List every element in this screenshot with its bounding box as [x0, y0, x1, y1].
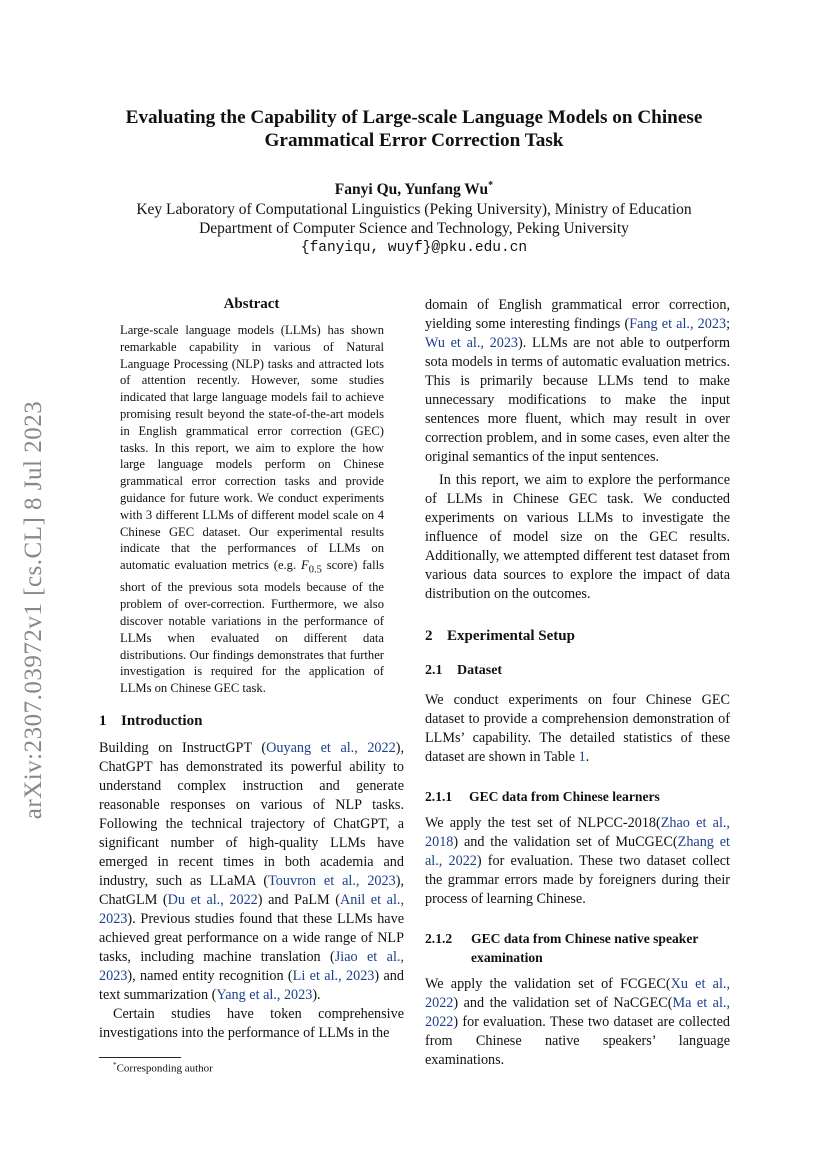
author-block	[0, 176, 828, 258]
abstract-text: Large-scale language models (LLMs) has shown remarkable capability in various of Natural Language Processing (NLP) tasks and attracted lots of attention recently. However, some studies indicated that large language models fail to achieve promising result beyond the state-of-the-art models in English grammatical error correction (GEC) tasks. In this report, we aim to explore the how large language models perform on Chinese grammatical error correction tasks and provide guidance for future work. We conduct experiments with 3 different LLMs of different model scale on 4 Chinese GEC dataset. Our experimental results indicate that the performances of LLMs on automatic evaluation metrics (e.g. $F_{0.5}$ score) falls short of the previous sota models because of the problem of over-correction. Furthermore, we also discover notable variations in the performance of LLMs when evaluated on different data distributions. Our findings demonstrates that further investigation is required for the application of LLMs on Chinese GEC task.	[120, 323, 384, 696]
author-footnote-mark: *	[488, 180, 494, 191]
table-reference-link[interactable]: 1	[578, 749, 586, 765]
footnote-divider	[99, 1057, 181, 1058]
metric-subscript: 0.5	[308, 564, 322, 576]
citation-link[interactable]: Wu et al., 2023	[425, 335, 519, 351]
title-line-1: Evaluating the Capability of Large-scale Language Models on Chinese	[125, 107, 703, 128]
left-column	[99, 296, 404, 1043]
citation-link[interactable]: Jiao et al., 2023	[99, 949, 404, 985]
footnote	[113, 1061, 213, 1075]
intro-paragraph-1: Building on InstructGPT (Ouyang et al., 2022), ChatGPT has demonstrated its powerful ability to understand complex instruction and generate reasonable responses on various of NLP tasks. Following the technical trajectory of ChatGPT, a significant number of high-quality LLMs have emerged in recent times in both academia and industry, such as LLaMA (Touvron et al., 2023), ChatGLM (Du et al., 2022) and PaLM (Anil et al., 2023). Previous studies found that these LLMs have achieved great performance on a wide range of NLP tasks, including machine translation (Jiao et al., 2023), named entity recognition (Li et al., 2023) and text summarization (Yang et al., 2023).	[99, 740, 404, 1004]
section-heading-experimental-setup: 2 Experimental Setup	[425, 628, 575, 644]
arxiv-stamp	[4, 380, 64, 840]
citation-link[interactable]: Fang et al., 2023	[629, 316, 727, 332]
right-column	[425, 296, 730, 1070]
citation-link[interactable]: Zhang et al., 2022	[425, 834, 730, 869]
citation-link[interactable]: Du et al., 2022	[167, 892, 258, 909]
intro-paragraph-4: In this report, we aim to explore the performance of LLMs in Chinese GEC task. We conducted experiments on various LLMs to investigate the influence of model size on the GEC results. Additionally, we attempted different test dataset from various data sources to explore the impact of data distribution on the outcomes.	[425, 472, 730, 602]
citation-link[interactable]: Xu et al., 2022	[425, 976, 730, 1011]
subsubsection-heading-native: 2.1.2 GEC data from Chinese native speaker examination	[425, 931, 699, 965]
citation-link[interactable]: Yang et al., 2023	[216, 987, 313, 1004]
arxiv-id[interactable]: arXiv:2307.03972v1 [cs.CL] 8 Jul 2023	[20, 400, 47, 820]
subsubsection-heading-learners: 2.1.1 GEC data from Chinese learners	[425, 789, 660, 804]
metric-symbol: F	[301, 558, 309, 573]
abstract-heading: Abstract	[223, 296, 280, 312]
intro-paragraph-2: Certain studies have token comprehensive investigations into the performance of LLMs in the	[99, 1006, 404, 1042]
author-email[interactable]: {fanyiqu, wuyf}@pku.edu.cn	[300, 239, 528, 256]
learners-paragraph: We apply the test set of NLPCC-2018(Zhao et al., 2018) and the validation set of MuCGEC(Zhang et al., 2022) for evaluation. These two dataset collect the grammar errors made by foreigners during their process of learning Chinese.	[425, 815, 730, 907]
native-paragraph: We apply the validation set of FCGEC(Xu et al., 2022) and the validation set of NaCGEC(Ma et al., 2022) for evaluation. These two dataset are collected from Chinese native speakers’ language examinations.	[425, 976, 730, 1068]
citation-link[interactable]: Zhao et al., 2018	[425, 815, 730, 850]
title-line-2: Grammatical Error Correction Task	[264, 130, 564, 151]
section-heading-introduction: 1 Introduction	[99, 713, 203, 730]
citation-link[interactable]: Anil et al., 2023	[99, 892, 404, 928]
intro-paragraph-3: domain of English grammatical error correction, yielding some interesting findings (Fang et al., 2023; Wu et al., 2023). LLMs are not able to outperform sota models in terms of automatic evaluation metrics. This is primarily because LLMs tend to make unnecessary modifications to make the input sentences more fluent, which may result in over correction problem, and in some cases, even alter the original semantics of the input sentences.	[425, 297, 731, 465]
footnote-text: Corresponding author	[116, 1062, 213, 1075]
dataset-paragraph: We conduct experiments on four Chinese GEC dataset to provide a comprehension demonstration of LLMs’ capability. The detailed statistics of these dataset are shown in Table 1.	[425, 692, 730, 765]
citation-link[interactable]: Li et al., 2023	[292, 968, 375, 985]
affiliation-2: Department of Computer Science and Technology, Peking University	[199, 220, 629, 238]
footnote-mark: *	[113, 1061, 117, 1069]
citation-link[interactable]: Ma et al., 2022	[425, 995, 730, 1030]
affiliation-1: Key Laboratory of Computational Linguistics (Peking University), Ministry of Education	[136, 200, 692, 218]
author-names: Fanyi Qu, Yunfang Wu*	[334, 180, 494, 199]
citation-link[interactable]: Ouyang et al., 2022	[266, 740, 396, 757]
paper-title	[0, 106, 828, 152]
citation-link[interactable]: Touvron et al., 2023	[268, 873, 396, 890]
subsection-heading-dataset: 2.1 Dataset	[425, 663, 503, 678]
